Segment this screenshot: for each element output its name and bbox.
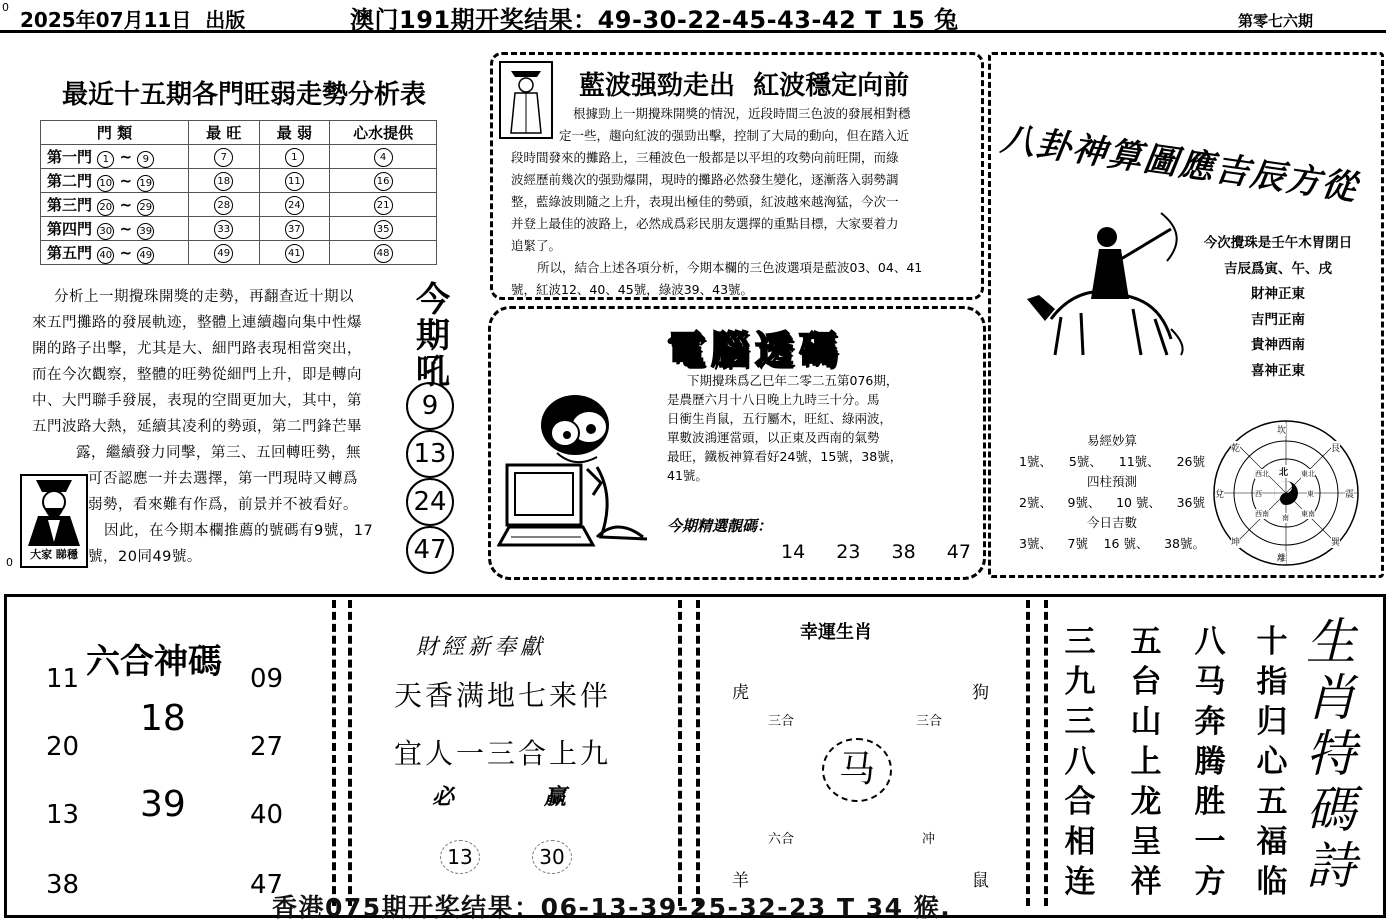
wave-line: 追緊了。 (511, 238, 562, 253)
computer-title: 電腦透碼 (667, 328, 844, 372)
shout-title: 今期吼 (416, 280, 450, 392)
pick-number: 23 (836, 541, 861, 563)
header-divider (0, 30, 1386, 33)
publish-date: 2025年07月11日 出版 (20, 8, 246, 32)
sizhu-row (1019, 493, 1205, 514)
zodiac-relation: 冲 (922, 832, 936, 847)
pick-number: 47 (946, 541, 971, 563)
trend-title: 最近十五期各門旺弱走勢分析表 (62, 80, 427, 110)
sizhu-number: 2號、 (1019, 494, 1052, 510)
trend-header-row (41, 121, 437, 145)
gate-name: 第五門 (47, 243, 93, 262)
analysis-line: 中、大門聯手發展，表現的空間更加大，其中，第 (32, 393, 362, 409)
sizhu-number: 36號 (1176, 494, 1205, 510)
wheel-inner-label: 南 (1282, 514, 1289, 522)
finance-number: 30 (532, 840, 572, 874)
min-value: 37 (285, 220, 304, 239)
wave-line: 段時間發來的攤路上，三種波色一般都是以平坦的攻勢向前旺開，而綠 (511, 150, 899, 165)
min-value: 1 (285, 148, 304, 167)
wheel-label: 乾 (1231, 441, 1240, 454)
poem-column: 八马奔腾胜一方 (1194, 624, 1226, 900)
min-cell (259, 145, 330, 169)
sizhu-number: 9號、 (1067, 494, 1101, 510)
max-value: 49 (214, 244, 233, 263)
tip-cell (330, 217, 437, 241)
max-value: 33 (214, 220, 233, 239)
min-value: 24 (285, 196, 304, 215)
wheel-inner-label: 西 (1255, 490, 1262, 498)
computer-line: 是農歷六月十八日晚上九時三十分。馬 (667, 392, 880, 407)
zodiac-relation: 三合 (916, 714, 943, 729)
macau-result: 澳门191期开奖结果：49-30-22-45-43-42 T 15 兔 (350, 6, 959, 34)
max-cell (189, 241, 260, 265)
gate-range-start: 1 (97, 151, 114, 168)
bottom-separator (696, 600, 700, 906)
zodiac-title: 幸運生肖 (800, 622, 872, 643)
liuhe-number: 20 (46, 732, 80, 762)
trend-row (41, 193, 437, 217)
jishu-number: 7號 (1067, 535, 1088, 551)
yijing-label: 易經妙算 (1086, 433, 1137, 448)
wave-line: 號，紅波12、40、45號，綠波39、43號。 (511, 282, 754, 297)
liuhe-number: 18 (140, 698, 186, 739)
analysis-line: 而在今次觀察，整體的旺勢從細門上升，即是轉向 (32, 367, 362, 383)
gate-name: 第二門 (47, 171, 93, 190)
bagua-predictions (1019, 431, 1205, 554)
gate-range-start: 10 (97, 175, 114, 192)
col-header: 最 旺 (189, 121, 260, 145)
gate-cell: 第三門 20 ~ 29 (41, 193, 189, 217)
max-value: 18 (214, 172, 233, 191)
min-cell (259, 241, 330, 265)
analysis-line: 因此，在今期本欄推薦的號碼有9號，17 (104, 523, 374, 539)
jishu-label: 今日吉數 (1086, 515, 1137, 530)
finance-bi: 必 (432, 784, 455, 810)
analysis-line: 分析上一期攪珠開獎的走勢，再翻查近十期以 (54, 289, 354, 305)
liuhe-title: 六合神碼 (86, 642, 222, 682)
wheel-label: 震 (1345, 487, 1354, 500)
wheel-inner-label: 西北 (1255, 470, 1269, 478)
wheel-label: 艮 (1331, 441, 1340, 454)
computer-line: 41號。 (667, 468, 708, 483)
tip-value: 16 (374, 172, 393, 191)
gate-cell: 第二門 10 ~ 19 (41, 169, 189, 193)
wave-line: 定一些，趨向紅波的强勁出擊，控制了大局的動向，但在踏入近 (559, 128, 910, 143)
corner-mark-bottom: 0 (6, 556, 13, 569)
wave-line: 根據勁上一期攪珠開獎的情況，近段時間三色波的發展相對穩 (573, 106, 911, 121)
sage-figure-icon (22, 476, 86, 546)
bagua-wheel (1211, 419, 1361, 567)
finance-line: 天香满地七来伴 (394, 679, 612, 712)
liuhe-number: 11 (46, 664, 80, 694)
tip-value: 4 (374, 148, 393, 167)
shout-number: 13 (406, 430, 454, 478)
gate-name: 第四門 (47, 219, 93, 238)
analysis-line: 開的路子出擊，尤其是大、細門路表現相當突出， (32, 341, 362, 357)
gate-cell: 第四門 30 ~ 39 (41, 217, 189, 241)
issue-number: 第零七六期 (1238, 12, 1314, 30)
min-cell (259, 193, 330, 217)
gate-range-start: 30 (97, 223, 114, 240)
wave-line: 整，藍綠波則隨之上升，表現出極佳的勢頭，紅波越來越洶猛，今次一 (511, 194, 899, 209)
col-header: 最 弱 (259, 121, 330, 145)
shout-number: 9 (406, 382, 454, 430)
gate-range-start: 40 (97, 247, 114, 264)
max-cell (189, 217, 260, 241)
pick-number: 38 (891, 541, 916, 563)
gate-range-end: 29 (137, 199, 154, 216)
min-cell (259, 169, 330, 193)
tip-cell (330, 193, 437, 217)
wheel-label: 兌 (1215, 487, 1224, 500)
liuhe-number: 40 (250, 800, 284, 830)
bagua-info-line: 吉辰爲寅、午、戌 (1224, 260, 1332, 277)
archer-horseman-icon (1021, 209, 1191, 359)
finance-number: 13 (440, 840, 480, 874)
poem-title: 生肖特碼詩 (1306, 613, 1356, 895)
analysis-line: 可否認應一并去選擇，第一門現時又轉爲 (88, 471, 358, 487)
trend-row (41, 169, 437, 193)
poem-panel (1050, 600, 1376, 900)
analysis-line: 來五門攤路的發展軌迹，整體上連續趨向集中性爆 (32, 315, 362, 331)
finance-panel (354, 600, 674, 900)
zodiac-relation: 六合 (768, 832, 795, 847)
wheel-inner-label: 西南 (1255, 510, 1269, 518)
pick-number: 14 (781, 541, 806, 563)
bagua-info-line: 貴神西南 (1251, 337, 1305, 353)
zodiac-animal: 虎 (732, 683, 749, 703)
wheel-center-label: 北 (1279, 465, 1288, 478)
computer-panel (488, 306, 986, 580)
gate-range-end: 9 (137, 151, 154, 168)
zodiac-animal: 羊 (732, 871, 749, 891)
col-header: 門 類 (41, 121, 189, 145)
liuhe-number: 09 (250, 664, 284, 694)
finance-title: 財經新奉獻 (416, 635, 547, 660)
trend-row (41, 241, 437, 265)
trend-row (41, 217, 437, 241)
analysis-line: 弱勢，看來難有作爲，前景并不被看好。 (88, 497, 358, 513)
wheel-inner-label: 東北 (1301, 470, 1315, 478)
wheel-inner-label: 東 (1307, 490, 1314, 498)
gate-cell: 第五門 40 ~ 49 (41, 241, 189, 265)
bottom-separator (678, 600, 682, 906)
computer-line: 日衝生肖鼠，五行屬木，旺紅、綠兩波， (667, 411, 893, 426)
liuhe-number: 39 (140, 784, 186, 825)
bagua-info-line: 吉門正南 (1251, 311, 1305, 328)
liuhe-number: 27 (250, 732, 284, 762)
wave-line: 并登上最佳的波路上，必然成爲彩民朋友選擇的重點目標，大家要着力 (511, 216, 899, 231)
wheel-label: 坎 (1277, 423, 1286, 436)
zodiac-relation: 三合 (768, 714, 795, 729)
computer-line: 下期攪珠爲乙巳年二零二五第076期， (687, 373, 899, 388)
yijing-row (1019, 452, 1205, 473)
bagua-info-line: 喜神正東 (1251, 362, 1305, 379)
wave-line: 所以，結合上述各項分析，今期本欄的三色波選項是藍波03、04、41 (537, 260, 923, 275)
zodiac-panel (704, 600, 1022, 900)
sizhu-number: 10 號、 (1116, 494, 1161, 510)
min-cell (259, 217, 330, 241)
wave-line: 波經歷前幾次的强勁爆開，現時的攤路必然發生變化，逐漸落入弱勢調 (511, 172, 899, 187)
col-header: 心水提供 (330, 121, 437, 145)
bagua-title: 八卦神算圖應吉辰方從 (998, 118, 1361, 209)
max-value: 7 (214, 148, 233, 167)
min-value: 11 (285, 172, 304, 191)
max-value: 28 (214, 196, 233, 215)
yijing-number: 11號、 (1118, 453, 1160, 469)
wheel-label: 巽 (1331, 535, 1340, 548)
bagua-info-line: 財神正東 (1251, 286, 1305, 302)
jishu-number: 38號。 (1164, 535, 1205, 551)
cartoon-computer-icon (497, 387, 667, 557)
analysis-line: 號，20同49號。 (88, 549, 202, 565)
wheel-label: 坤 (1231, 535, 1240, 548)
jishu-row (1019, 534, 1205, 555)
analysis-line: 五門波路大熱，延續其凌利的勢頭，第二門鋒芒畢 (32, 419, 362, 435)
computer-line: 最旺，鐵板神算看好24號，15號，38號， (667, 449, 903, 464)
trend-table (40, 120, 437, 265)
tip-cell (330, 169, 437, 193)
finance-line: 宜人一三合上九 (394, 737, 612, 770)
zodiac-animal: 狗 (972, 683, 989, 703)
bagua-panel (988, 52, 1384, 578)
wave-text (511, 103, 971, 301)
computer-text (667, 371, 967, 485)
picks-label: 今期精選靚碼： (667, 517, 773, 535)
gate-cell: 第一門 1 ~ 9 (41, 145, 189, 169)
finance-ying: 赢 (544, 784, 567, 810)
tip-cell (330, 145, 437, 169)
shout-number: 24 (406, 478, 454, 526)
max-cell (189, 193, 260, 217)
wheel-label: 離 (1277, 551, 1286, 564)
tip-cell (330, 241, 437, 265)
min-value: 41 (285, 244, 304, 263)
picks-row (781, 541, 971, 563)
tip-value: 48 (374, 244, 393, 263)
bottom-separator (348, 600, 352, 906)
yijing-number: 1號、 (1019, 453, 1052, 469)
poem-column: 五台山上龙呈祥 (1130, 624, 1162, 900)
shout-number: 47 (406, 526, 454, 574)
gate-range-end: 19 (137, 175, 154, 192)
poem-column: 十指归心五福临 (1256, 624, 1288, 900)
bagua-info (1183, 231, 1373, 384)
jishu-number: 16 號、 (1103, 535, 1149, 551)
wheel-inner-label: 東南 (1301, 510, 1315, 518)
max-cell (189, 169, 260, 193)
sizhu-label: 四柱預測 (1086, 474, 1137, 489)
poem-column: 三九三八合相连 (1064, 624, 1096, 900)
bottom-separator (1044, 600, 1048, 906)
gate-range-start: 20 (97, 199, 114, 216)
gate-range-end: 39 (137, 223, 154, 240)
bagua-info-line: 今次攪珠是壬午木胃閉日 (1203, 235, 1353, 251)
hk-result: 香港075期开奖结果：06-13-39-25-32-23 T 34 猴. (272, 893, 952, 922)
gate-name: 第一門 (47, 147, 93, 166)
corner-mark-left: 0 (2, 1, 9, 14)
liuhe-number: 13 (46, 800, 80, 830)
stamp-text: 大家 睇穩 (30, 548, 78, 561)
zodiac-center: 马 (822, 738, 892, 802)
jishu-number: 3號、 (1019, 535, 1052, 551)
computer-line: 單數波鴻運當頭，以正東及西南的氣勢 (667, 430, 880, 445)
tip-value: 35 (374, 220, 393, 239)
stamp-illustration (20, 474, 88, 568)
zodiac-animal: 鼠 (972, 871, 989, 891)
liuhe-number: 38 (46, 870, 80, 900)
max-cell (189, 145, 260, 169)
gate-name: 第三門 (47, 195, 93, 214)
liuhe-number: 47 (250, 870, 284, 900)
wave-title: 藍波强勁走出 紅波穩定向前 (579, 71, 910, 101)
tip-value: 21 (374, 196, 393, 215)
wave-panel (490, 52, 984, 300)
bottom-separator (332, 600, 336, 906)
bottom-separator (1026, 600, 1030, 906)
yijing-number: 26號 (1176, 453, 1205, 469)
gate-range-end: 49 (137, 247, 154, 264)
yijing-number: 5號、 (1068, 453, 1102, 469)
analysis-line: 露，繼續發力同擊，第三、五回轉旺勢，無 (76, 445, 361, 461)
liuhe-panel (10, 600, 328, 908)
trend-row (41, 145, 437, 169)
